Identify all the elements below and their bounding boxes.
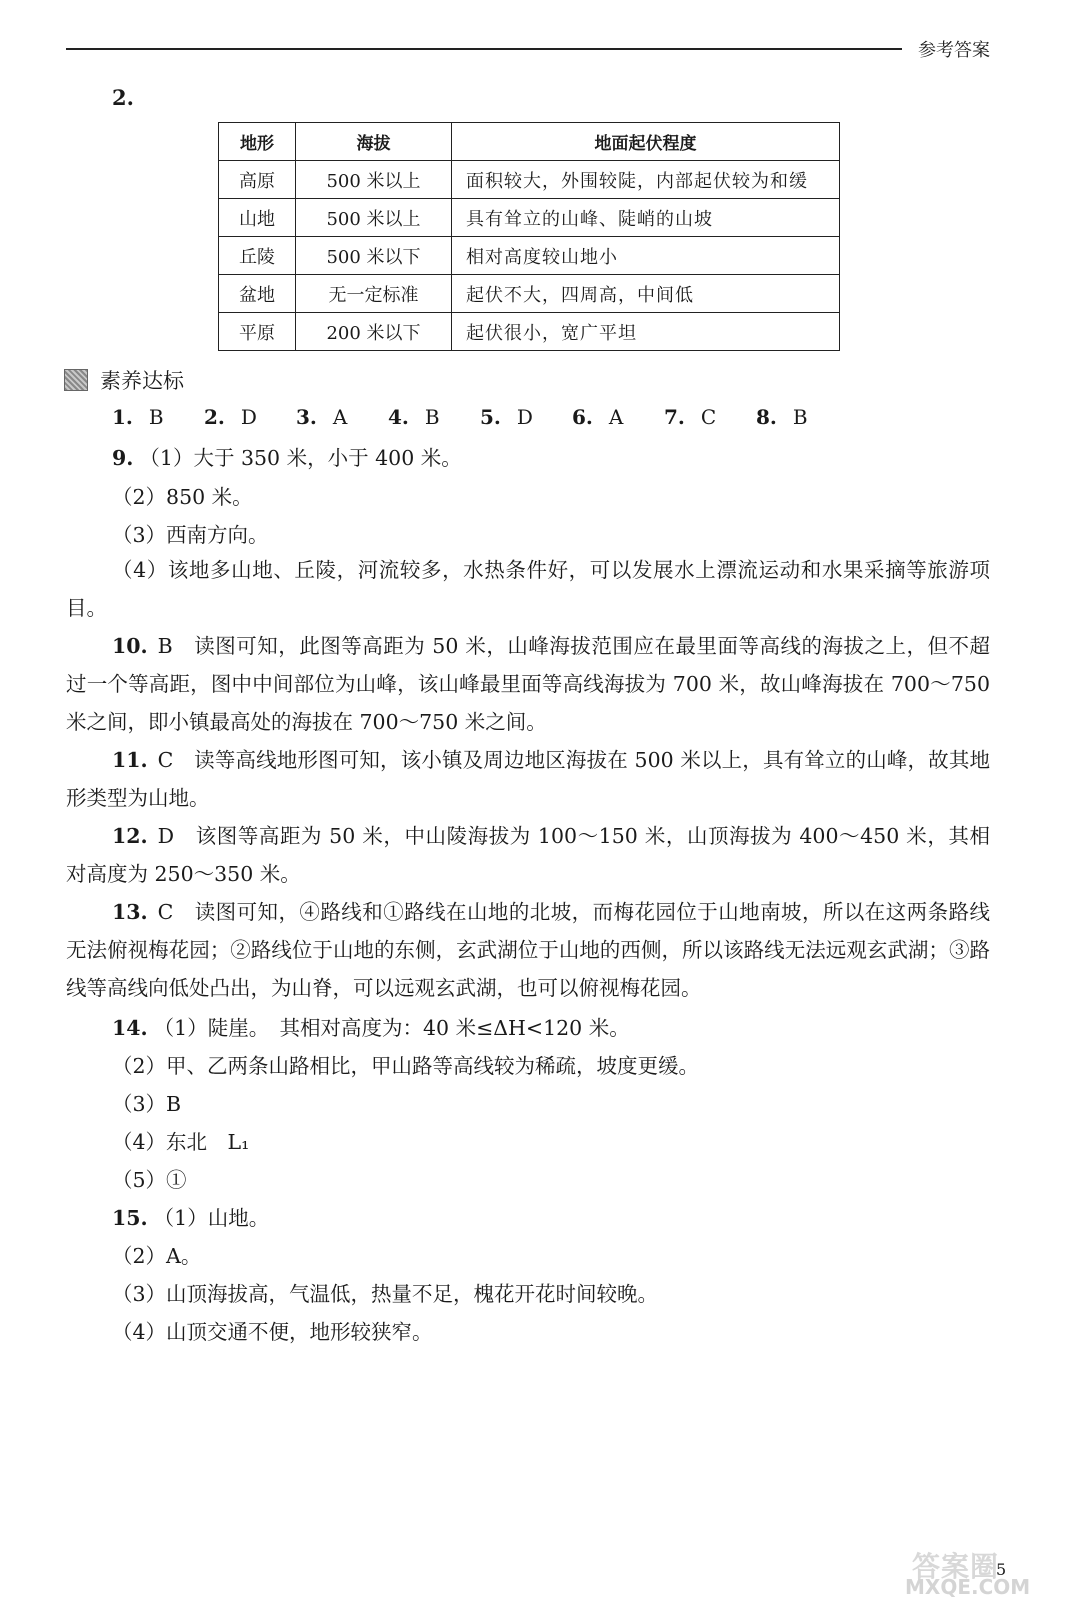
header-cell: 海拔 bbox=[296, 123, 452, 161]
table-cell: 500 米以上 bbox=[296, 199, 452, 237]
q14-part5: （5）① bbox=[112, 1168, 187, 1192]
table-cell: 起伏很小，宽广平坦 bbox=[452, 313, 840, 351]
table-cell: 山地 bbox=[219, 199, 296, 237]
q15-part3: （3）山顶海拔高，气温低，热量不足，槐花开花时间较晚。 bbox=[112, 1282, 659, 1306]
table-cell: 盆地 bbox=[219, 275, 296, 313]
q9-part4: （4）该地多山地、丘陵，河流较多，水热条件好，可以发展水上漂流运动和水果采摘等旅游项目。 bbox=[66, 558, 990, 620]
table-cell: 相对高度较山地小 bbox=[452, 237, 840, 275]
table-row bbox=[219, 161, 840, 199]
table-cell: 丘陵 bbox=[219, 237, 296, 275]
q9-part2: （2）850 米。 bbox=[112, 485, 253, 509]
q12-answer: 12. D 该图等高距为 50 米，中山陵海拔为 100～150 米，山顶海拔为 400～450 米，其相对高度为 250～350 米。 bbox=[66, 824, 990, 886]
table-cell: 高原 bbox=[219, 161, 296, 199]
q11-answer: 11. C 读等高线地形图可知，该小镇及周边地区海拔在 500 米以上，具有耸立的山峰，故其地形类型为山地。 bbox=[66, 748, 990, 810]
q9-part1: 9. （1）大于 350 米，小于 400 米。 bbox=[112, 446, 462, 470]
page-number: 5 bbox=[996, 1560, 1007, 1579]
q14-part4: （4）东北 L₁ bbox=[112, 1130, 250, 1154]
mc-answer: 3. A bbox=[296, 405, 348, 429]
q9-part3: （3）西南方向。 bbox=[112, 523, 269, 547]
table-cell: 面积较大，外围较陡，内部起伏较为和缓 bbox=[452, 161, 840, 199]
table-cell: 500 米以上 bbox=[296, 161, 452, 199]
header-cell: 地面起伏程度 bbox=[452, 123, 840, 161]
table-cell: 500 米以下 bbox=[296, 237, 452, 275]
mc-answer: 2. D bbox=[204, 405, 257, 429]
table-row bbox=[219, 237, 840, 275]
mc-answer: 7. C bbox=[664, 405, 717, 429]
table-cell: 200 米以下 bbox=[296, 313, 452, 351]
q15-part4: （4）山顶交通不便，地形较狭窄。 bbox=[112, 1320, 433, 1344]
mc-answer: 6. A bbox=[572, 405, 624, 429]
table-row bbox=[219, 199, 840, 237]
mc-answer: 5. D bbox=[480, 405, 533, 429]
q13-answer: 13. C 读图可知，④路线和①路线在山地的北坡，而梅花园位于山地南坡，所以在这两条路线无法俯视梅花园；②路线位于山地的东侧，玄武湖位于山地的西侧，所以该路线无法远观玄武湖；③路线等高线向低处凸出，为山脊，可以远观玄武湖，也可以俯视梅花园。 bbox=[66, 900, 990, 1000]
table-cell: 无一定标准 bbox=[296, 275, 452, 313]
question-2-label: 2. bbox=[112, 85, 134, 110]
header-cell: 地形 bbox=[219, 123, 296, 161]
mc-answer: 8. B bbox=[756, 405, 808, 429]
q14-part3: （3）B bbox=[112, 1092, 182, 1116]
table-cell: 具有耸立的山峰、陡峭的山坡 bbox=[452, 199, 840, 237]
watermark-url: MXQE.COM bbox=[905, 1575, 1031, 1599]
mc-answer: 4. B bbox=[388, 405, 440, 429]
multiple-choice-answers bbox=[112, 405, 848, 429]
table-cell: 平原 bbox=[219, 313, 296, 351]
q15-part2: （2）A。 bbox=[112, 1244, 202, 1268]
section-marker-icon bbox=[64, 369, 88, 391]
table-row bbox=[219, 313, 840, 351]
q14-part1: 14. （1）陡崖。 其相对高度为：40 米≤ΔH<120 米。 bbox=[112, 1016, 630, 1040]
table-header-row bbox=[219, 123, 840, 161]
header-rule bbox=[66, 48, 902, 50]
section-heading bbox=[64, 365, 184, 395]
table-cell: 起伏不大，四周高，中间低 bbox=[452, 275, 840, 313]
q15-part1: 15. （1）山地。 bbox=[112, 1206, 270, 1230]
mc-answer: 1. B bbox=[112, 405, 164, 429]
watermark-logo: 答案圈 bbox=[912, 1550, 1000, 1583]
table-row bbox=[219, 275, 840, 313]
q10-answer: 10. B 读图可知，此图等高距为 50 米，山峰海拔范围应在最里面等高线的海拔之上，但不超过一个等高距，图中中间部位为山峰，该山峰最里面等高线海拔为 700 米，故山峰海拔在 700～750 米之间，即小镇最高处的海拔在 700～750 米之间。 bbox=[66, 634, 990, 734]
header-title: 参考答案 bbox=[918, 40, 990, 61]
section-title: 素养达标 bbox=[100, 369, 184, 393]
q14-part2: （2）甲、乙两条山路相比，甲山路等高线较为稀疏，坡度更缓。 bbox=[112, 1054, 700, 1078]
terrain-table bbox=[218, 122, 840, 351]
